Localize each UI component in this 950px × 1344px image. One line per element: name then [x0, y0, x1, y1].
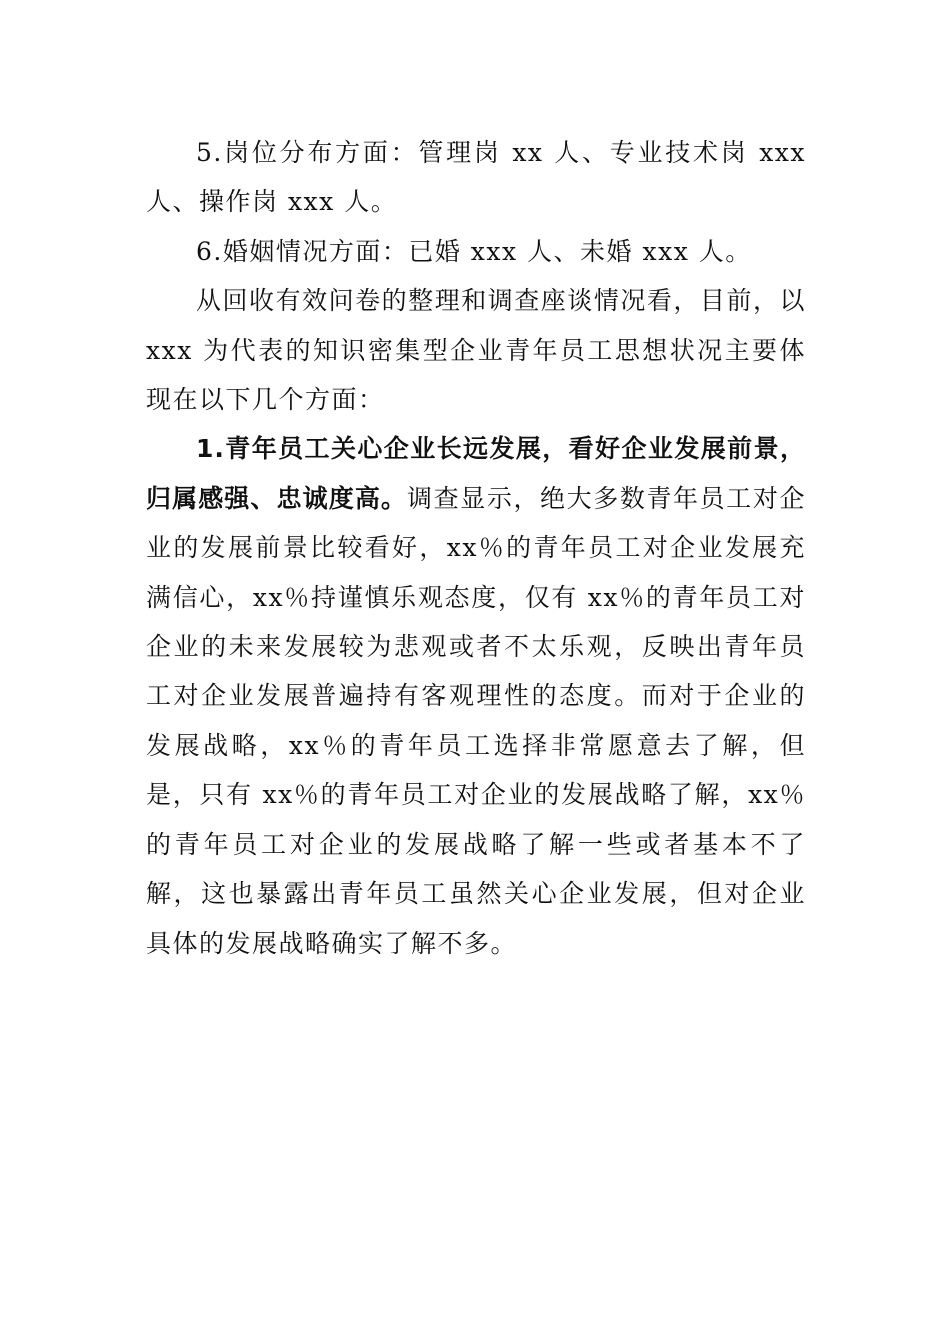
- paragraph-marital-status: [146, 227, 806, 276]
- paragraph-position-distribution: [146, 128, 806, 227]
- paragraph-heading: 1.青年员工关心企业长远发展，看好企业发展前景，归属感强、忠诚度高。: [146, 434, 806, 513]
- paragraph-finding-1: [146, 424, 806, 967]
- document-body: [146, 128, 806, 968]
- paragraph-text: 从回收有效问卷的整理和调查座谈情况看，目前，以 xxx 为代表的知识密集型企业青年员工思想状况主要体现在以下几个方面：: [146, 286, 806, 415]
- paragraph-text: 调查显示，绝大多数青年员工对企业的发展前景比较看好，xx％的青年员工对企业发展充满信心，xx％持谨慎乐观态度，仅有 xx％的青年员工对企业的未来发展较为悲观或者不太乐观，反映出青年员工对企业发展普遍持有客观理性的态度。而对于企业的发展战略，xx％的青年员工选择非常愿意去了解，但是，只有 xx％的青年员工对企业的发展战略了解，xx％的青年员工对企业的发展战略了解一些或者基本不了解，这也暴露出青年员工虽然关心企业发展，但对企业具体的发展战略确实了解不多。: [146, 483, 806, 958]
- paragraph-survey-summary: [146, 276, 806, 424]
- paragraph-text: 5.岗位分布方面：管理岗 xx 人、专业技术岗 xxx 人、操作岗 xxx 人。: [146, 138, 806, 217]
- paragraph-text: 6.婚姻情况方面：已婚 xxx 人、未婚 xxx 人。: [196, 236, 752, 266]
